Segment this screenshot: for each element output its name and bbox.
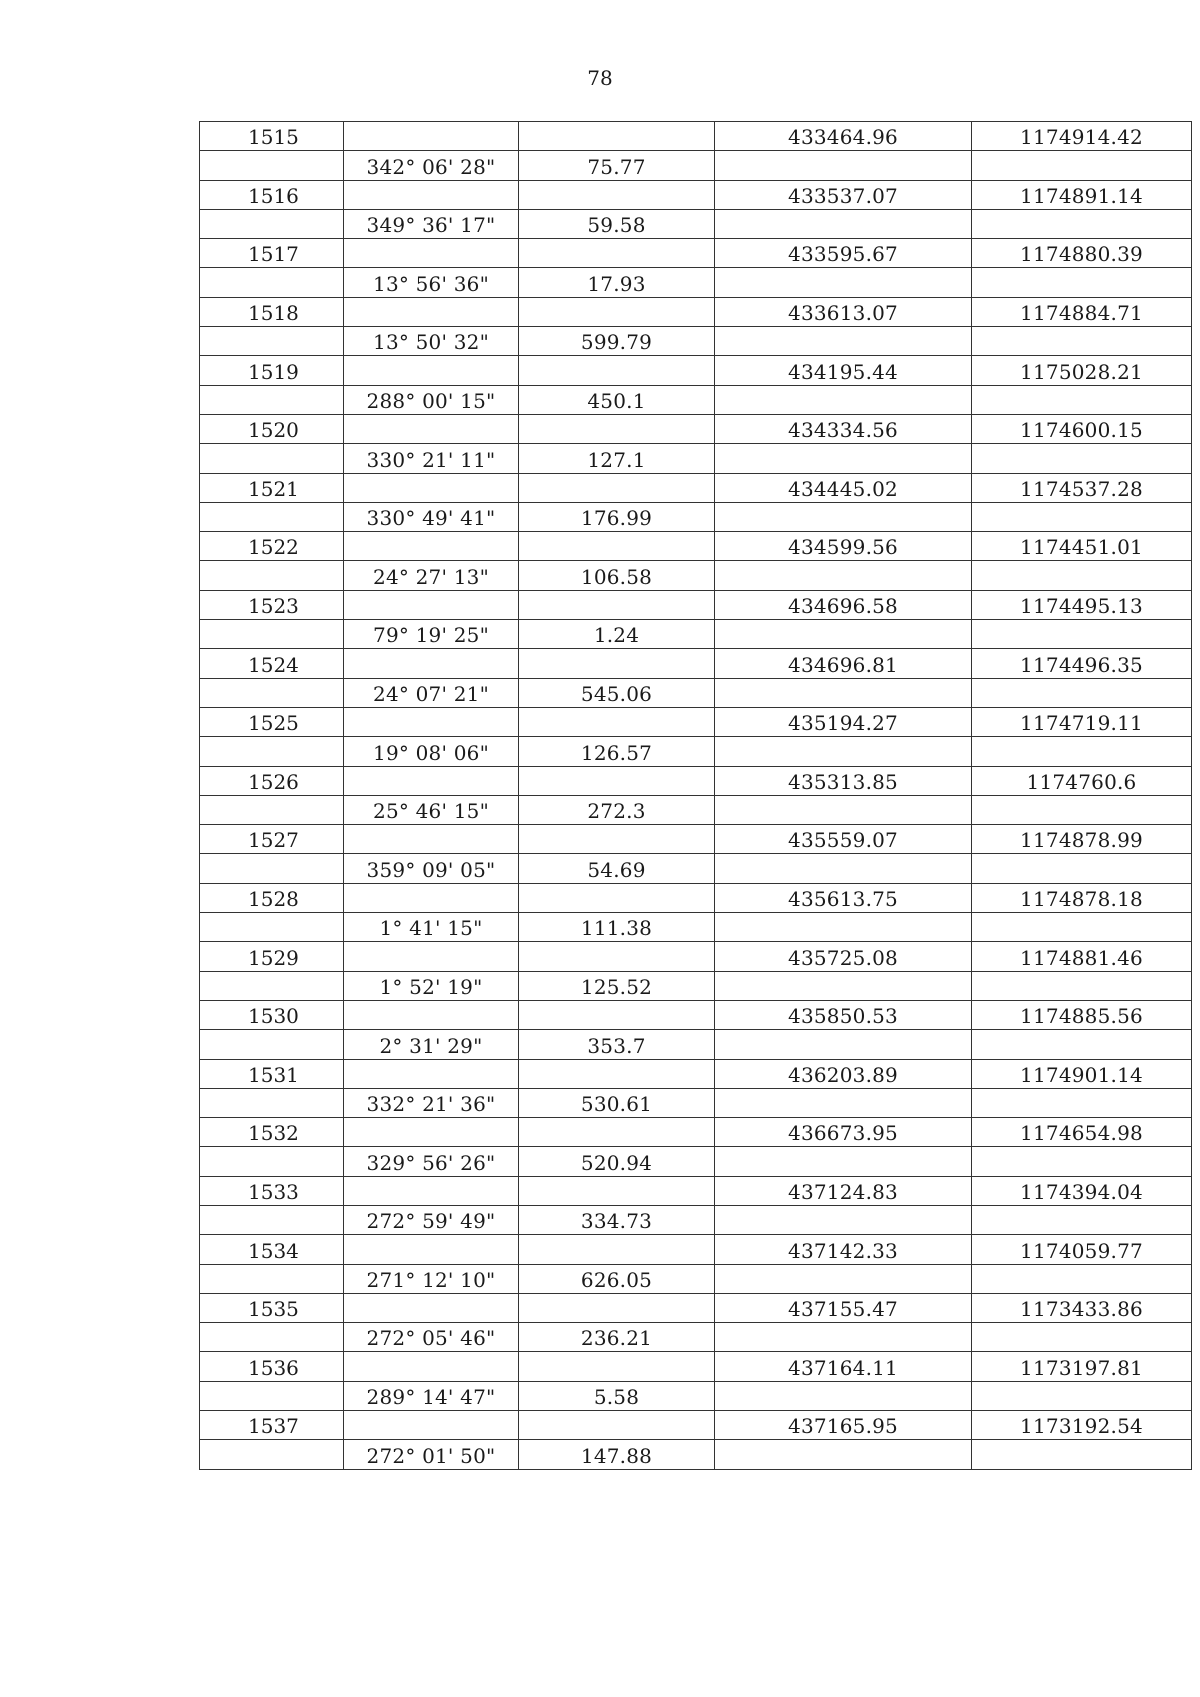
distance-cell: 5.58 — [519, 1381, 715, 1410]
distance-cell — [519, 1000, 715, 1029]
bearing-cell — [344, 883, 519, 912]
easting-cell: 1174537.28 — [972, 473, 1192, 502]
station-cell: 1537 — [200, 1411, 344, 1440]
distance-cell: 450.1 — [519, 385, 715, 414]
northing-cell — [715, 561, 972, 590]
northing-cell: 437155.47 — [715, 1293, 972, 1322]
station-cell — [200, 1440, 344, 1469]
table-row — [200, 1381, 1192, 1410]
easting-cell: 1174901.14 — [972, 1059, 1192, 1088]
table-row — [200, 1440, 1192, 1469]
distance-cell — [519, 1235, 715, 1264]
bearing-cell: 1° 52' 19" — [344, 971, 519, 1000]
station-cell: 1519 — [200, 356, 344, 385]
distance-cell: 334.73 — [519, 1205, 715, 1234]
table-row — [200, 1293, 1192, 1322]
table-row — [200, 620, 1192, 649]
northing-cell: 435559.07 — [715, 825, 972, 854]
table-row — [200, 1030, 1192, 1059]
table-row — [200, 1411, 1192, 1440]
station-cell: 1529 — [200, 942, 344, 971]
easting-cell — [972, 1323, 1192, 1352]
distance-cell — [519, 180, 715, 209]
table-row — [200, 239, 1192, 268]
distance-cell: 125.52 — [519, 971, 715, 1000]
bearing-cell — [344, 1235, 519, 1264]
table-row — [200, 590, 1192, 619]
distance-cell: 147.88 — [519, 1440, 715, 1469]
distance-cell — [519, 942, 715, 971]
table-row — [200, 268, 1192, 297]
traverse-table — [199, 121, 1192, 1470]
table-row — [200, 414, 1192, 443]
distance-cell — [519, 590, 715, 619]
northing-cell: 433464.96 — [715, 122, 972, 151]
easting-cell: 1174760.6 — [972, 766, 1192, 795]
bearing-cell: 272° 01' 50" — [344, 1440, 519, 1469]
station-cell: 1526 — [200, 766, 344, 795]
distance-cell — [519, 825, 715, 854]
table-row — [200, 444, 1192, 473]
table-row — [200, 1235, 1192, 1264]
station-cell — [200, 561, 344, 590]
station-cell — [200, 1264, 344, 1293]
distance-cell — [519, 1293, 715, 1322]
table-row — [200, 1147, 1192, 1176]
easting-cell: 1173197.81 — [972, 1352, 1192, 1381]
bearing-cell — [344, 1352, 519, 1381]
easting-cell — [972, 444, 1192, 473]
bearing-cell — [344, 180, 519, 209]
easting-cell: 1173433.86 — [972, 1293, 1192, 1322]
table-row — [200, 883, 1192, 912]
table-row — [200, 297, 1192, 326]
northing-cell — [715, 502, 972, 531]
table-row — [200, 942, 1192, 971]
bearing-cell: 25° 46' 15" — [344, 795, 519, 824]
station-cell: 1520 — [200, 414, 344, 443]
distance-cell — [519, 473, 715, 502]
easting-cell: 1173192.54 — [972, 1411, 1192, 1440]
distance-cell — [519, 297, 715, 326]
bearing-cell — [344, 942, 519, 971]
northing-cell: 434696.58 — [715, 590, 972, 619]
table-row — [200, 209, 1192, 238]
table-row — [200, 122, 1192, 151]
northing-cell: 434445.02 — [715, 473, 972, 502]
easting-cell — [972, 1147, 1192, 1176]
distance-cell — [519, 532, 715, 561]
easting-cell — [972, 1205, 1192, 1234]
distance-cell: 236.21 — [519, 1323, 715, 1352]
station-cell: 1515 — [200, 122, 344, 151]
bearing-cell: 271° 12' 10" — [344, 1264, 519, 1293]
northing-cell: 437164.11 — [715, 1352, 972, 1381]
station-cell: 1535 — [200, 1293, 344, 1322]
easting-cell: 1174878.99 — [972, 825, 1192, 854]
bearing-cell: 330° 21' 11" — [344, 444, 519, 473]
northing-cell — [715, 971, 972, 1000]
easting-cell: 1175028.21 — [972, 356, 1192, 385]
bearing-cell: 332° 21' 36" — [344, 1088, 519, 1117]
bearing-cell — [344, 414, 519, 443]
distance-cell: 126.57 — [519, 737, 715, 766]
station-cell — [200, 913, 344, 942]
table-row — [200, 151, 1192, 180]
northing-cell: 435850.53 — [715, 1000, 972, 1029]
bearing-cell: 1° 41' 15" — [344, 913, 519, 942]
northing-cell: 437165.95 — [715, 1411, 972, 1440]
station-cell — [200, 444, 344, 473]
easting-cell: 1174394.04 — [972, 1176, 1192, 1205]
bearing-cell: 359° 09' 05" — [344, 854, 519, 883]
northing-cell: 435313.85 — [715, 766, 972, 795]
distance-cell: 176.99 — [519, 502, 715, 531]
station-cell: 1536 — [200, 1352, 344, 1381]
easting-cell: 1174878.18 — [972, 883, 1192, 912]
northing-cell — [715, 1323, 972, 1352]
station-cell: 1522 — [200, 532, 344, 561]
station-cell: 1521 — [200, 473, 344, 502]
bearing-cell — [344, 825, 519, 854]
easting-cell: 1174885.56 — [972, 1000, 1192, 1029]
easting-cell — [972, 151, 1192, 180]
northing-cell: 433613.07 — [715, 297, 972, 326]
station-cell: 1527 — [200, 825, 344, 854]
distance-cell — [519, 356, 715, 385]
distance-cell — [519, 414, 715, 443]
table-row — [200, 356, 1192, 385]
northing-cell — [715, 1381, 972, 1410]
easting-cell — [972, 971, 1192, 1000]
table-row — [200, 532, 1192, 561]
page-number: 78 — [587, 66, 613, 90]
distance-cell — [519, 707, 715, 736]
northing-cell: 434696.81 — [715, 649, 972, 678]
northing-cell: 436203.89 — [715, 1059, 972, 1088]
easting-cell: 1174059.77 — [972, 1235, 1192, 1264]
table-row — [200, 678, 1192, 707]
easting-cell: 1174654.98 — [972, 1118, 1192, 1147]
station-cell: 1518 — [200, 297, 344, 326]
easting-cell — [972, 620, 1192, 649]
distance-cell: 599.79 — [519, 327, 715, 356]
station-cell — [200, 1323, 344, 1352]
northing-cell — [715, 737, 972, 766]
station-cell: 1534 — [200, 1235, 344, 1264]
easting-cell — [972, 854, 1192, 883]
table-row — [200, 1088, 1192, 1117]
station-cell — [200, 1205, 344, 1234]
distance-cell: 59.58 — [519, 209, 715, 238]
northing-cell — [715, 327, 972, 356]
bearing-cell: 289° 14' 47" — [344, 1381, 519, 1410]
table-row — [200, 766, 1192, 795]
distance-cell — [519, 766, 715, 795]
northing-cell: 437142.33 — [715, 1235, 972, 1264]
northing-cell: 434195.44 — [715, 356, 972, 385]
distance-cell — [519, 1352, 715, 1381]
station-cell: 1516 — [200, 180, 344, 209]
station-cell: 1533 — [200, 1176, 344, 1205]
bearing-cell: 2° 31' 29" — [344, 1030, 519, 1059]
distance-cell: 520.94 — [519, 1147, 715, 1176]
bearing-cell: 24° 27' 13" — [344, 561, 519, 590]
station-cell: 1528 — [200, 883, 344, 912]
table-row — [200, 737, 1192, 766]
table-row — [200, 1059, 1192, 1088]
northing-cell — [715, 1440, 972, 1469]
easting-cell — [972, 502, 1192, 531]
distance-cell — [519, 1118, 715, 1147]
bearing-cell — [344, 1411, 519, 1440]
bearing-cell: 272° 05' 46" — [344, 1323, 519, 1352]
bearing-cell — [344, 297, 519, 326]
northing-cell — [715, 1030, 972, 1059]
distance-cell: 54.69 — [519, 854, 715, 883]
table-row — [200, 707, 1192, 736]
table-row — [200, 913, 1192, 942]
northing-cell — [715, 385, 972, 414]
table-row — [200, 825, 1192, 854]
easting-cell: 1174496.35 — [972, 649, 1192, 678]
distance-cell: 626.05 — [519, 1264, 715, 1293]
distance-cell: 106.58 — [519, 561, 715, 590]
station-cell — [200, 151, 344, 180]
easting-cell: 1174884.71 — [972, 297, 1192, 326]
easting-cell — [972, 737, 1192, 766]
bearing-cell: 79° 19' 25" — [344, 620, 519, 649]
distance-cell — [519, 239, 715, 268]
northing-cell: 435725.08 — [715, 942, 972, 971]
distance-cell: 17.93 — [519, 268, 715, 297]
northing-cell: 437124.83 — [715, 1176, 972, 1205]
table-row — [200, 971, 1192, 1000]
station-cell — [200, 209, 344, 238]
northing-cell — [715, 1147, 972, 1176]
easting-cell — [972, 561, 1192, 590]
distance-cell — [519, 883, 715, 912]
table-row — [200, 1176, 1192, 1205]
bearing-cell — [344, 239, 519, 268]
northing-cell: 434334.56 — [715, 414, 972, 443]
bearing-cell: 342° 06' 28" — [344, 151, 519, 180]
distance-cell: 353.7 — [519, 1030, 715, 1059]
bearing-cell: 288° 00' 15" — [344, 385, 519, 414]
table-row — [200, 854, 1192, 883]
station-cell: 1530 — [200, 1000, 344, 1029]
station-cell — [200, 1381, 344, 1410]
northing-cell — [715, 1088, 972, 1117]
distance-cell: 127.1 — [519, 444, 715, 473]
northing-cell: 435194.27 — [715, 707, 972, 736]
bearing-cell — [344, 1118, 519, 1147]
northing-cell — [715, 1205, 972, 1234]
bearing-cell — [344, 707, 519, 736]
bearing-cell: 19° 08' 06" — [344, 737, 519, 766]
bearing-cell — [344, 590, 519, 619]
table-row — [200, 473, 1192, 502]
table-row — [200, 1000, 1192, 1029]
easting-cell — [972, 1381, 1192, 1410]
bearing-cell — [344, 122, 519, 151]
northing-cell — [715, 1264, 972, 1293]
easting-cell: 1174880.39 — [972, 239, 1192, 268]
distance-cell: 1.24 — [519, 620, 715, 649]
northing-cell — [715, 620, 972, 649]
table-row — [200, 327, 1192, 356]
table-row — [200, 1352, 1192, 1381]
station-cell — [200, 620, 344, 649]
easting-cell — [972, 1440, 1192, 1469]
bearing-cell — [344, 649, 519, 678]
bearing-cell: 13° 50' 32" — [344, 327, 519, 356]
bearing-cell: 13° 56' 36" — [344, 268, 519, 297]
station-cell: 1532 — [200, 1118, 344, 1147]
easting-cell: 1174495.13 — [972, 590, 1192, 619]
distance-cell: 530.61 — [519, 1088, 715, 1117]
distance-cell — [519, 1176, 715, 1205]
distance-cell: 111.38 — [519, 913, 715, 942]
table-row — [200, 561, 1192, 590]
bearing-cell — [344, 766, 519, 795]
easting-cell — [972, 268, 1192, 297]
station-cell — [200, 1088, 344, 1117]
northing-cell — [715, 444, 972, 473]
table-row — [200, 1264, 1192, 1293]
bearing-cell — [344, 1059, 519, 1088]
northing-cell: 435613.75 — [715, 883, 972, 912]
table-row — [200, 795, 1192, 824]
station-cell: 1531 — [200, 1059, 344, 1088]
station-cell — [200, 971, 344, 1000]
northing-cell: 433595.67 — [715, 239, 972, 268]
easting-cell — [972, 385, 1192, 414]
table-row — [200, 502, 1192, 531]
station-cell: 1517 — [200, 239, 344, 268]
easting-cell: 1174914.42 — [972, 122, 1192, 151]
northing-cell — [715, 268, 972, 297]
distance-cell — [519, 122, 715, 151]
bearing-cell: 330° 49' 41" — [344, 502, 519, 531]
table-row — [200, 1323, 1192, 1352]
bearing-cell: 272° 59' 49" — [344, 1205, 519, 1234]
northing-cell — [715, 913, 972, 942]
easting-cell: 1174881.46 — [972, 942, 1192, 971]
table-row — [200, 180, 1192, 209]
easting-cell: 1174600.15 — [972, 414, 1192, 443]
easting-cell — [972, 209, 1192, 238]
distance-cell — [519, 1411, 715, 1440]
easting-cell: 1174451.01 — [972, 532, 1192, 561]
northing-cell: 434599.56 — [715, 532, 972, 561]
easting-cell — [972, 1030, 1192, 1059]
bearing-cell — [344, 473, 519, 502]
station-cell — [200, 1030, 344, 1059]
northing-cell — [715, 678, 972, 707]
easting-cell — [972, 913, 1192, 942]
table-row — [200, 1205, 1192, 1234]
bearing-cell: 349° 36' 17" — [344, 209, 519, 238]
bearing-cell: 24° 07' 21" — [344, 678, 519, 707]
northing-cell — [715, 209, 972, 238]
bearing-cell — [344, 1293, 519, 1322]
northing-cell — [715, 795, 972, 824]
station-cell — [200, 1147, 344, 1176]
bearing-cell — [344, 532, 519, 561]
distance-cell — [519, 649, 715, 678]
easting-cell — [972, 327, 1192, 356]
northing-cell — [715, 151, 972, 180]
station-cell: 1523 — [200, 590, 344, 619]
easting-cell — [972, 1088, 1192, 1117]
easting-cell — [972, 795, 1192, 824]
easting-cell: 1174891.14 — [972, 180, 1192, 209]
station-cell — [200, 678, 344, 707]
distance-cell: 545.06 — [519, 678, 715, 707]
station-cell — [200, 268, 344, 297]
easting-cell — [972, 1264, 1192, 1293]
table-body — [200, 122, 1192, 1470]
station-cell: 1525 — [200, 707, 344, 736]
station-cell — [200, 502, 344, 531]
table-row — [200, 1118, 1192, 1147]
station-cell — [200, 854, 344, 883]
station-cell — [200, 327, 344, 356]
bearing-cell: 329° 56' 26" — [344, 1147, 519, 1176]
bearing-cell — [344, 1000, 519, 1029]
northing-cell: 436673.95 — [715, 1118, 972, 1147]
distance-cell: 272.3 — [519, 795, 715, 824]
easting-cell — [972, 678, 1192, 707]
station-cell — [200, 795, 344, 824]
easting-cell: 1174719.11 — [972, 707, 1192, 736]
bearing-cell — [344, 1176, 519, 1205]
northing-cell: 433537.07 — [715, 180, 972, 209]
distance-cell: 75.77 — [519, 151, 715, 180]
station-cell: 1524 — [200, 649, 344, 678]
distance-cell — [519, 1059, 715, 1088]
northing-cell — [715, 854, 972, 883]
station-cell — [200, 737, 344, 766]
bearing-cell — [344, 356, 519, 385]
table-row — [200, 385, 1192, 414]
station-cell — [200, 385, 344, 414]
table-row — [200, 649, 1192, 678]
